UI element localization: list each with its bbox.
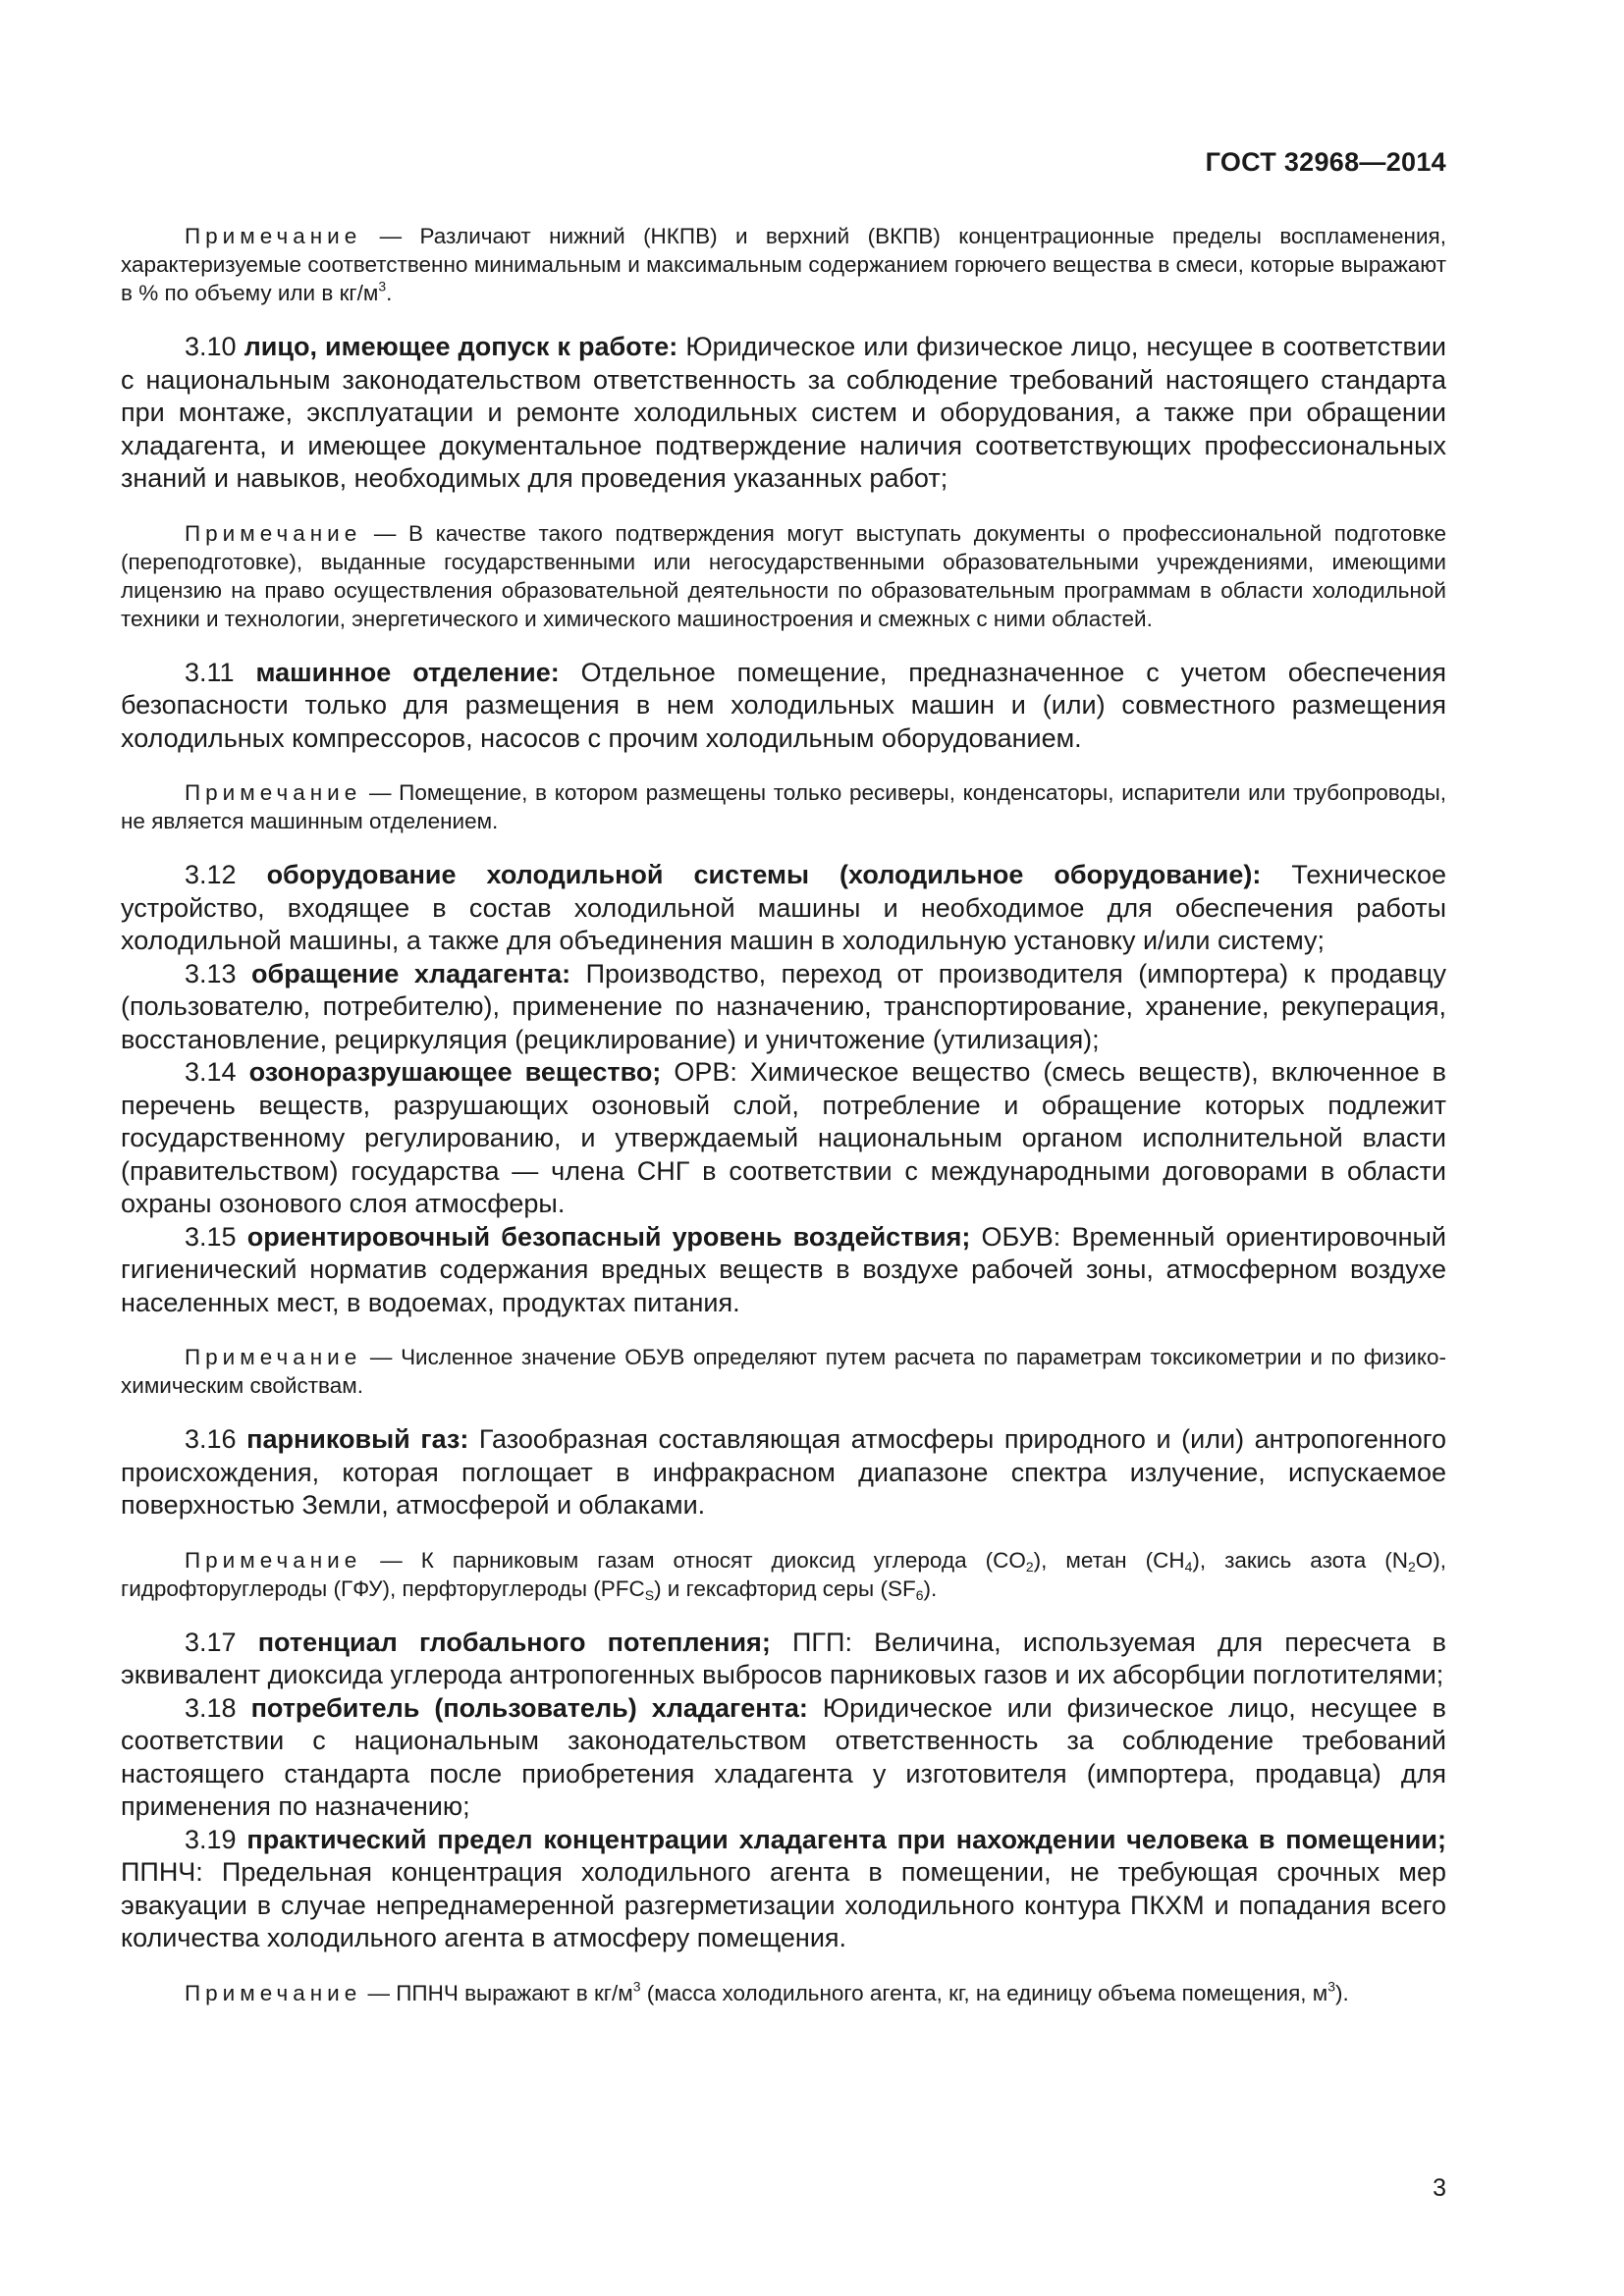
note-label: Примечание bbox=[185, 1345, 362, 1369]
note-label: Примечание bbox=[185, 520, 362, 546]
definition-3-11: 3.11 машинное отделение: Отдельное помещение, предназначенное с учетом обеспечения безопасности только для размещения в нем холодильных машин и (или) совместного размещения холодильных компрессоров, насосов с прочим холодильным оборудованием. bbox=[121, 657, 1446, 753]
note-6: Примечание — ППНЧ выражают в $кг/м^3$ (масса холодильного агента, кг, на единицу объема помещения, $м^3$). bbox=[185, 1977, 1349, 2005]
term: обращение хладагента: bbox=[251, 958, 571, 988]
definition-3-10: 3.10 лицо, имеющее допуск к работе: Юридическое или физическое лицо, несущее в соответствии с национальным законодательством ответственность за соблюдение требований настоящего стандарта при монтаже, эксплуатации и ремонте холодильных систем и оборудования, а также при обращении хладагента, и имеющее документальное подтверждение наличия соответствующих профессиональных знаний и навыков, необходимых для проведения указанных работ; bbox=[121, 332, 1446, 493]
note-3: Примечание — Помещение, в котором размещены только ресиверы, конденсаторы, испарители или трубопроводы, не является машинным отделением. bbox=[121, 780, 1446, 833]
note-label: Примечание bbox=[185, 1547, 362, 1573]
note-label: Примечание bbox=[185, 224, 362, 248]
term: потребитель (пользователь) хладагента: bbox=[250, 1692, 808, 1723]
definition-3-15: 3.15 ориентировочный безопасный уровень воздействия; ОБУВ: Временный ориентировочный гигиенический норматив содержания вредных веществ в воздухе рабочей зоны, атмосферном воздухе населенных мест, в водоемах, продуктах питания. bbox=[121, 1221, 1446, 1317]
note-1: Примечание — Различают нижний (НКПВ) и верхний (ВКПВ) концентрационные пределы воспламенения, характеризуемые соответственно минимальным и максимальным содержанием горючего вещества в смеси, которые выражают в % по объему или в $кг/м^3$. bbox=[121, 224, 1446, 305]
note-4: Примечание — Численное значение ОБУВ определяют путем расчета по параметрам токсикометрии и по физико-химическим свойствам. bbox=[121, 1345, 1446, 1398]
document-id: ГОСТ 32968—2014 bbox=[1205, 147, 1446, 177]
definition-3-19: 3.19 практический предел концентрации хладагента при нахождении человека в помещении; ППНЧ: Предельная концентрация холодильного агента в помещении, не требующая срочных мер эвакуации в случае непреднамеренной разгерметизации холодильного контура ПКХМ и попадания всего количества холодильного агента в атмосферу помещения. bbox=[121, 1824, 1446, 1952]
page-number: 3 bbox=[1433, 2174, 1446, 2202]
term: ориентировочный безопасный уровень воздействия; bbox=[246, 1221, 971, 1252]
term: оборудование холодильной системы (холодильное оборудование): bbox=[266, 860, 1262, 889]
term: озоноразрушающее вещество; bbox=[248, 1057, 662, 1087]
definition-3-16: 3.16 парниковый газ: Газообразная составляющая атмосферы природного и (или) антропогенного происхождения, которая поглощает в инфракрасном диапазоне спектра излучение, испускаемое поверхностью Земли, атмосферой и облаками. bbox=[121, 1424, 1447, 1520]
definition-3-17: 3.17 потенциал глобального потепления; ПГП: Величина, используемая для пересчета в эквивалент диоксида углерода антропогенных выбросов парниковых газов и их абсорбции поглотителями; bbox=[121, 1627, 1446, 1689]
definition-3-18: 3.18 потребитель (пользователь) хладагента: Юридическое или физическое лицо, несущее в соответствии с национальным законодательством ответственность за соблюдение требований настоящего стандарта после приобретения хладагента у изготовителя (импортера, продавца) для применения по назначению; bbox=[121, 1692, 1446, 1821]
term: лицо, имеющее допуск к работе: bbox=[244, 332, 678, 361]
page-body bbox=[121, 222, 1446, 2031]
note-label: Примечание bbox=[185, 780, 362, 805]
definition-3-13: 3.13 обращение хладагента: Производство, переход от производителя (импортера) к продавцу (пользователю, потребителю), применение по назначению, транспортирование, хранение, рекуперация, восстановление, рециркуляция (рециклирование) и уничтожение (утилизация); bbox=[121, 958, 1446, 1054]
note-5: Примечание — К парниковым газам относят диоксид углерода $(CO_2)$, метан $(CH_4)$, закись азота $(N_2O)$, гидрофторуглероды (ГФУ), перфторуглероды $(PFC_S)$ и гексафторид серы $(SF_6)$. bbox=[121, 1547, 1446, 1603]
term: парниковый газ: bbox=[246, 1424, 469, 1454]
definition-3-12: 3.12 оборудование холодильной системы (холодильное оборудование): Техническое устройство, входящее в состав холодильной машины и необходимое для обеспечения работы холодильной машины, а также для объединения машин в холодильную установку и/или систему; bbox=[121, 860, 1446, 955]
note-2: Примечание — В качестве такого подтверждения могут выступать документы о профессиональной подготовке (переподготовке), выданные государственными или негосударственными образовательными учреждениями, имеющими лицензию на право осуществления образовательной деятельности по образовательным программам в области холодильной техники и технологии, энергетического и химического машиностроения и смежных с ними областей. bbox=[121, 520, 1446, 631]
term: потенциал глобального потепления; bbox=[257, 1627, 771, 1657]
term: практический предел концентрации хладагента при нахождении человека в помещении; bbox=[246, 1824, 1446, 1854]
note-label: Примечание bbox=[185, 1980, 362, 2005]
term: машинное отделение: bbox=[255, 657, 560, 687]
definition-3-14: 3.14 озоноразрушающее вещество; ОРВ: Химическое вещество (смесь веществ), включенное в перечень веществ, разрушающих озоновый слой, потребление и обращение которых подлежит государственному регулированию, и утверждаемый национальным органом исполнительной власти (правительством) государства — члена СНГ в соответствии с международными договорами в области охраны озонового слоя атмосферы. bbox=[121, 1057, 1446, 1218]
